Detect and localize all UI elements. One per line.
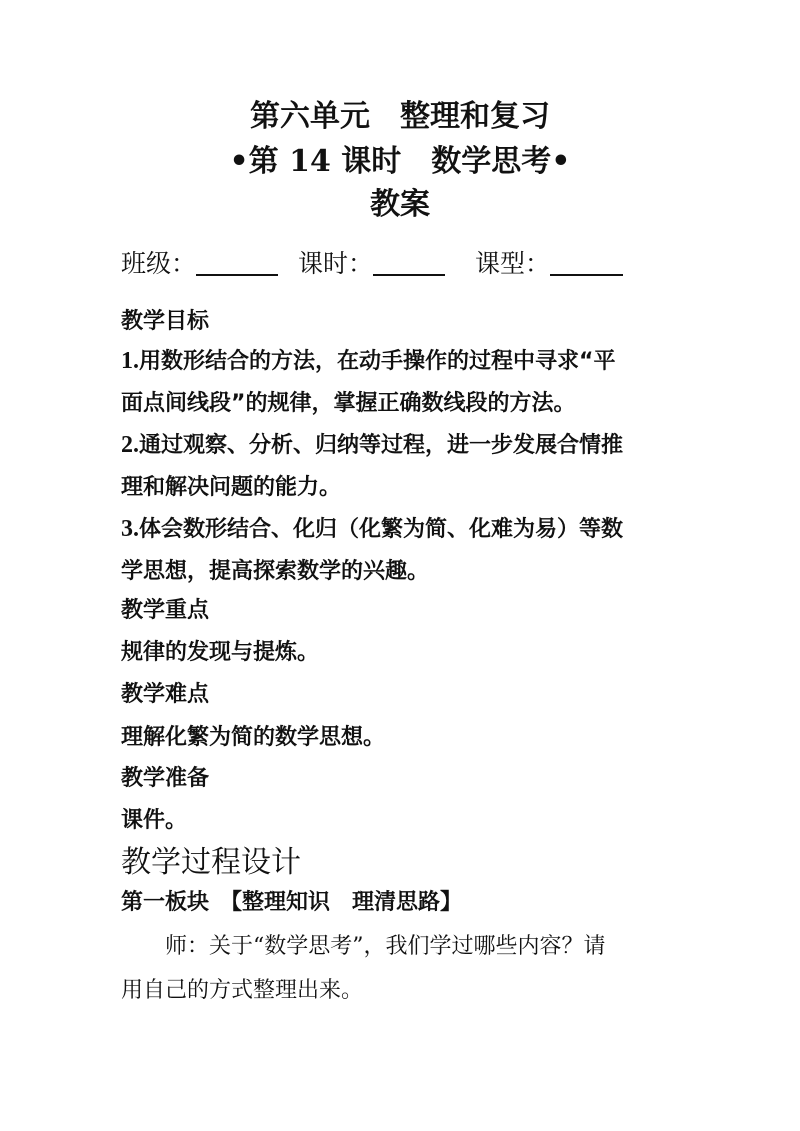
goal-item-3-text-1: 体会数形结合、化归（化繁为简、化难为易）等数 (139, 517, 624, 542)
type-blank (550, 244, 623, 276)
class-label: 班级： (121, 249, 197, 278)
process-heading: 教学过程设计 (121, 845, 301, 880)
type-label: 课型： (475, 249, 551, 278)
goal-item-2-text-1: 通过观察、分析、归纳等过程，进一步发展合情推 (139, 433, 624, 458)
difficulties-heading: 教学难点 (121, 682, 210, 707)
lesson-title: •第 14 课时 数学思考• (229, 144, 571, 179)
paragraph-line-1: 师：关于“数学思考”，我们学过哪些内容？请 (121, 934, 606, 959)
class-blank (196, 244, 278, 276)
goals-heading: 教学目标 (121, 309, 210, 334)
goal-item-1-line-2: 面点间线段”的规律，掌握正确数线段的方法。 (121, 391, 576, 416)
goal-item-3-line-2: 学思想，提高探索数学的兴趣。 (121, 559, 430, 584)
document-type-title: 教案 (370, 187, 430, 222)
goal-item-2-line-2: 理和解决问题的能力。 (121, 475, 342, 500)
preparation-heading: 教学准备 (121, 766, 210, 791)
key-points-text: 规律的发现与提炼。 (121, 640, 320, 665)
goal-item-1-number: 1. (121, 348, 139, 374)
unit-title: 第六单元 整理和复习 (250, 99, 550, 134)
period-label: 课时： (298, 249, 374, 278)
info-row (121, 244, 623, 284)
goal-item-3-line-1 (121, 514, 623, 545)
goal-item-1-text-1: 用数形结合的方法，在动手操作的过程中寻求“平 (139, 349, 616, 374)
goal-item-3-number: 3. (121, 516, 139, 542)
paragraph-line-2: 用自己的方式整理出来。 (121, 978, 364, 1003)
goal-item-1-line-1 (121, 346, 615, 377)
block-1-title: 第一板块 【整理知识 理清思路】 (121, 890, 463, 915)
preparation-text: 课件。 (121, 808, 188, 833)
goal-item-2-number: 2. (121, 432, 139, 458)
goal-item-2-line-1 (121, 430, 623, 461)
period-blank (373, 244, 445, 276)
key-points-heading: 教学重点 (121, 598, 210, 623)
difficulties-text: 理解化繁为简的数学思想。 (121, 725, 386, 750)
